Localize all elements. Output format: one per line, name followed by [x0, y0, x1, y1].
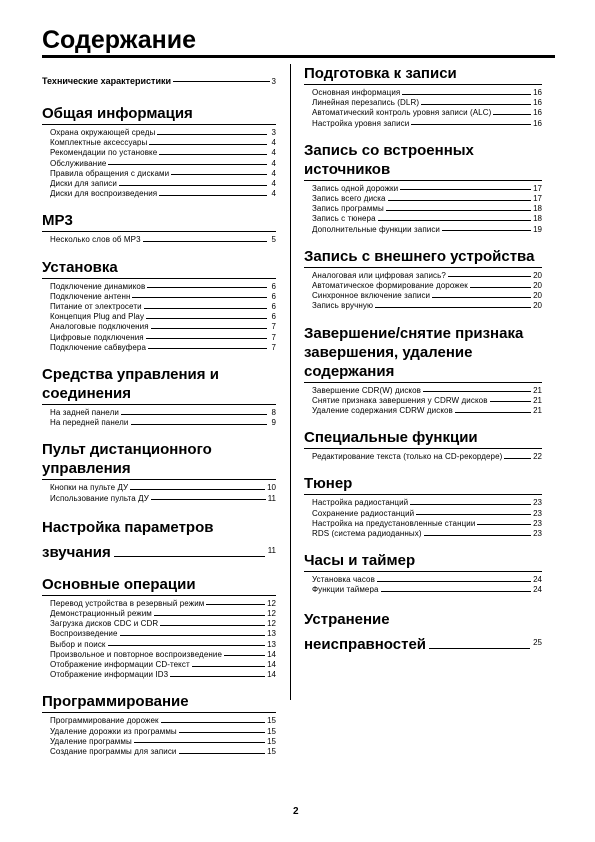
toc-entry[interactable] — [312, 386, 542, 396]
toc-entry-page: 4 — [271, 158, 276, 168]
dot-leader — [416, 514, 531, 515]
toc-entry[interactable] — [312, 225, 542, 235]
toc-entry[interactable] — [312, 291, 542, 301]
toc-entry[interactable] — [312, 271, 542, 281]
toc-entry-label: Демонстрационный режим — [50, 609, 152, 619]
toc-section-title-line2[interactable] — [304, 633, 542, 655]
toc-entry[interactable] — [50, 737, 276, 747]
toc-entry[interactable] — [312, 519, 542, 529]
dot-leader — [400, 189, 531, 190]
toc-entry[interactable] — [312, 301, 542, 311]
dot-leader — [423, 391, 531, 392]
toc-entry-label: Обслуживание — [50, 158, 107, 168]
toc-entry[interactable] — [312, 98, 542, 108]
toc-entry[interactable] — [50, 747, 276, 757]
toc-item-list — [42, 282, 276, 353]
toc-entry-page: 15 — [267, 747, 276, 757]
toc-entry-page: 6 — [271, 302, 276, 312]
dot-leader — [224, 655, 265, 656]
toc-section-title[interactable]: Часы и таймер — [304, 547, 542, 572]
toc-entry-page: 16 — [533, 118, 542, 128]
toc-entry-page: 5 — [271, 235, 276, 245]
toc-entry-label: Настройка на предустановленные станции — [312, 518, 476, 528]
toc-entry[interactable] — [312, 108, 542, 118]
toc-entry-page: 16 — [533, 88, 542, 97]
toc-entry-label: Аналоговая или цифровая запись? — [312, 270, 446, 280]
toc-entry-page: 16 — [533, 108, 542, 118]
toc-entry[interactable] — [50, 727, 276, 737]
toc-entry[interactable] — [312, 498, 542, 508]
toc-entry[interactable] — [312, 88, 542, 98]
toc-entry[interactable] — [312, 396, 542, 406]
dot-leader — [470, 287, 531, 288]
dot-leader — [121, 414, 267, 415]
toc-item-list — [42, 128, 276, 199]
toc-entry-label: Несколько слов об MP3 — [50, 235, 141, 245]
dot-leader — [148, 348, 267, 349]
toc-entry-label: Отображение информации CD-текст — [50, 660, 190, 670]
toc-entry-page: 21 — [533, 385, 542, 395]
toc-section — [42, 688, 276, 757]
toc-section — [304, 64, 542, 129]
toc-entry[interactable] — [312, 204, 542, 214]
dot-leader — [151, 328, 267, 329]
toc-entry-label: Выбор и поиск — [50, 639, 106, 649]
toc-item-list — [42, 599, 276, 681]
toc-entry-page: 14 — [267, 649, 276, 659]
dot-leader — [149, 144, 267, 145]
toc-entry-label: Аналоговые подключения — [50, 322, 149, 332]
dot-leader — [161, 722, 265, 723]
toc-entry-page: 23 — [533, 508, 542, 518]
toc-entry[interactable] — [312, 281, 542, 291]
dot-leader — [421, 104, 531, 105]
toc-entry-label: Диски для воспроизведения — [50, 189, 158, 199]
toc-entry-page: 13 — [267, 639, 276, 649]
toc-entry[interactable] — [312, 119, 542, 129]
toc-entry-page: 24 — [533, 575, 542, 585]
dot-leader — [119, 185, 267, 186]
toc-section — [42, 100, 276, 199]
toc-entry[interactable] — [50, 333, 276, 343]
toc-entry-page: 3 — [271, 128, 276, 137]
toc-section — [304, 470, 542, 539]
toc-entry-page: 10 — [267, 483, 276, 493]
toc-entry-page: 13 — [267, 629, 276, 639]
toc-entry-label: Комплектные аксессуары — [50, 138, 148, 148]
toc-entry-label: Настройка радиостанций — [312, 498, 409, 508]
dot-leader — [402, 94, 531, 95]
toc-entry-page: 16 — [533, 98, 542, 108]
page-title: Содержание — [42, 26, 197, 54]
dot-leader — [381, 591, 532, 592]
toc-entry-label: Основная информация — [312, 88, 401, 97]
toc-entry[interactable] — [50, 322, 276, 332]
column-divider — [290, 64, 291, 700]
toc-entry-label: Воспроизведение — [50, 629, 118, 639]
dot-leader — [490, 401, 532, 402]
dot-leader — [179, 732, 265, 733]
toc-entry-label: Произвольное и повторное воспроизведение — [50, 649, 223, 659]
toc-entry-page: 19 — [533, 224, 542, 234]
toc-section — [42, 571, 276, 681]
toc-item-list — [42, 483, 276, 503]
toc-right-column — [304, 64, 542, 663]
dot-leader — [157, 134, 267, 135]
toc-section-title[interactable]: MP3 — [42, 207, 276, 232]
section-title-text: звучания — [42, 543, 111, 561]
toc-entry[interactable] — [50, 483, 276, 493]
toc-entry-label: Создание программы для записи — [50, 747, 177, 757]
toc-entry-page: 14 — [267, 660, 276, 670]
toc-entry-label: Диски для записи — [50, 179, 117, 189]
section-title-text: Технические характеристики — [42, 76, 172, 86]
toc-entry-label: Цифровые подключения — [50, 332, 144, 342]
toc-entry-page: 21 — [533, 395, 542, 405]
toc-entry-label: Удаление программы — [50, 736, 132, 746]
toc-section-title[interactable]: Устранение — [304, 610, 390, 628]
toc-item-list — [42, 716, 276, 757]
dot-leader — [377, 581, 531, 582]
dot-leader — [442, 230, 531, 231]
toc-entry-page: 20 — [533, 270, 542, 280]
dot-leader — [108, 164, 267, 165]
dot-leader — [108, 645, 266, 646]
toc-section — [42, 436, 276, 503]
toc-entry[interactable] — [50, 138, 276, 148]
dot-leader — [151, 499, 266, 500]
section-page-number: 25 — [533, 637, 542, 647]
dot-leader — [146, 318, 267, 319]
toc-entry-label: Отображение информации ID3 — [50, 670, 169, 680]
dot-leader — [504, 458, 531, 459]
toc-entry[interactable] — [50, 128, 276, 138]
toc-entry-page: 11 — [267, 493, 276, 503]
toc-section-title[interactable]: Завершение/снятие признака завершения, удаление содержания — [304, 320, 542, 383]
toc-entry-page: 23 — [533, 529, 542, 539]
toc-entry-page: 15 — [267, 726, 276, 736]
page-number: 2 — [293, 806, 299, 817]
toc-entry-page: 6 — [271, 312, 276, 322]
toc-entry[interactable] — [50, 292, 276, 302]
toc-entry[interactable] — [50, 599, 276, 609]
toc-section — [304, 547, 542, 595]
toc-entry[interactable] — [312, 194, 542, 204]
toc-entry[interactable] — [50, 302, 276, 312]
toc-entry[interactable] — [50, 650, 276, 660]
dot-leader — [146, 338, 267, 339]
toc-entry[interactable] — [50, 640, 276, 650]
toc-section-title[interactable]: Программирование — [42, 688, 276, 713]
dot-leader — [375, 307, 531, 308]
dot-leader — [493, 114, 531, 115]
toc-entry[interactable] — [50, 629, 276, 639]
toc-section — [42, 207, 276, 245]
toc-item-list — [304, 184, 542, 235]
toc-entry-page: 7 — [271, 342, 276, 352]
toc-entry[interactable] — [50, 235, 276, 245]
toc-entry-page: 4 — [271, 168, 276, 178]
toc-entry-page: 22 — [533, 452, 542, 462]
toc-entry[interactable] — [50, 169, 276, 179]
toc-entry[interactable] — [50, 312, 276, 322]
toc-section-title[interactable]: Подготовка к записи — [304, 64, 542, 85]
toc-entry-page: 18 — [533, 214, 542, 224]
toc-entry-page: 8 — [271, 408, 276, 418]
dot-leader — [171, 174, 267, 175]
dot-leader — [424, 535, 531, 536]
dot-leader — [455, 412, 531, 413]
dot-leader — [147, 287, 267, 288]
toc-entry[interactable] — [50, 670, 276, 680]
toc-entry-label: Программирование дорожек — [50, 716, 159, 726]
dot-leader — [160, 625, 265, 626]
dot-leader — [130, 489, 265, 490]
toc-entry[interactable] — [50, 343, 276, 353]
toc-entry-label: Завершение CDR(W) дисков — [312, 385, 422, 395]
toc-section-title[interactable]: Запись с внешнего устройства — [304, 243, 542, 268]
toc-entry[interactable] — [312, 214, 542, 224]
toc-entry-label: Питание от электросети — [50, 302, 142, 312]
toc-entry-page: 20 — [533, 291, 542, 301]
toc-entry-page: 15 — [267, 736, 276, 746]
toc-entry-label: Подключение антенн — [50, 291, 131, 301]
toc-entry-label: Запись программы — [312, 204, 384, 214]
toc-entry[interactable] — [312, 452, 542, 462]
toc-entry[interactable] — [50, 159, 276, 169]
toc-entry-label: Функции таймера — [312, 585, 379, 595]
toc-section-title[interactable]: Основные операции — [42, 571, 276, 596]
dot-leader — [159, 154, 267, 155]
toc-entry-label: Настройка уровня записи — [312, 118, 410, 128]
toc-entry-label: Запись всего диска — [312, 194, 386, 204]
toc-section-title[interactable] — [42, 72, 276, 92]
toc-entry-label: Установка часов — [312, 575, 375, 585]
toc-entry-label: Загрузка дисков CDC и CDR — [50, 619, 159, 629]
toc-item-list — [42, 235, 276, 245]
toc-entry-label: Охрана окружающей среды — [50, 128, 156, 137]
toc-section-title[interactable]: Тюнер — [304, 470, 542, 495]
toc-entry-label: Запись с тюнера — [312, 214, 376, 224]
toc-entry[interactable] — [312, 406, 542, 416]
toc-entry-page: 17 — [533, 194, 542, 204]
toc-entry-page: 20 — [533, 301, 542, 311]
toc-section — [42, 72, 276, 92]
toc-section-title[interactable]: Средства управления и соединения — [42, 361, 276, 405]
toc-entry-label: Сохранение радиостанций — [312, 508, 415, 518]
toc-entry-page: 17 — [533, 183, 542, 193]
toc-entry-page: 6 — [271, 281, 276, 291]
toc-entry[interactable] — [50, 609, 276, 619]
toc-item-list — [304, 498, 542, 539]
toc-section-title[interactable]: Специальные функции — [304, 424, 542, 449]
section-page-number: 3 — [271, 77, 276, 86]
toc-entry-label: Синхронное включение записи — [312, 291, 431, 301]
dot-leader — [179, 753, 266, 754]
dot-leader — [173, 81, 270, 82]
toc-section — [42, 361, 276, 428]
toc-item-list — [304, 88, 542, 129]
section-page-number: 11 — [267, 545, 276, 555]
toc-entry[interactable] — [50, 148, 276, 158]
toc-entry-page: 4 — [271, 138, 276, 148]
dot-leader — [448, 276, 531, 277]
toc-entry-label: Подключение сабвуфера — [50, 342, 146, 352]
toc-entry[interactable] — [50, 179, 276, 189]
toc-entry-page: 12 — [267, 619, 276, 629]
toc-entry[interactable] — [312, 585, 542, 595]
toc-entry[interactable] — [312, 184, 542, 194]
dot-leader — [134, 742, 265, 743]
toc-entry-page: 24 — [533, 585, 542, 595]
dot-leader — [159, 195, 267, 196]
toc-entry-page: 4 — [271, 179, 276, 189]
toc-entry[interactable] — [50, 660, 276, 670]
toc-section — [304, 424, 542, 462]
toc-section — [42, 254, 276, 353]
toc-entry-page: 7 — [271, 332, 276, 342]
toc-entry[interactable] — [50, 282, 276, 292]
toc-entry-label: Автоматический контроль уровня записи (ALC) — [312, 108, 492, 118]
dot-leader — [432, 297, 531, 298]
toc-item-list — [304, 386, 542, 417]
toc-section-title[interactable]: Настройка параметров — [42, 518, 214, 536]
toc-entry-label: Правила обращения с дисками — [50, 168, 170, 178]
toc-entry-page: 4 — [271, 189, 276, 199]
toc-entry-label: Рекомендации по установке — [50, 148, 158, 158]
toc-entry-page: 7 — [271, 322, 276, 332]
toc-item-list — [304, 575, 542, 595]
dot-leader — [378, 220, 531, 221]
toc-entry[interactable] — [50, 494, 276, 504]
toc-entry-page: 12 — [267, 609, 276, 619]
dot-leader — [114, 556, 265, 557]
toc-entry[interactable] — [50, 619, 276, 629]
toc-entry-label: Подключение динамиков — [50, 281, 146, 291]
toc-entry-page: 12 — [267, 598, 276, 608]
toc-entry-page: 23 — [533, 498, 542, 508]
section-title-text: неисправностей — [304, 635, 427, 653]
toc-entry-label: Удаление дорожки из программы — [50, 726, 177, 736]
toc-section — [304, 604, 542, 655]
dot-leader — [132, 297, 267, 298]
toc-entry-label: На задней панели — [50, 408, 119, 418]
dot-leader — [154, 615, 265, 616]
toc-section — [42, 512, 276, 563]
toc-entry[interactable] — [50, 418, 276, 428]
toc-entry-page: 9 — [271, 418, 276, 428]
toc-entry-page: 4 — [271, 148, 276, 158]
title-rule — [42, 55, 555, 58]
toc-section — [304, 137, 542, 235]
toc-entry-page: 20 — [533, 281, 542, 291]
toc-entry-label: Кнопки на пульте ДУ — [50, 483, 129, 493]
toc-entry-label: Использование пульта ДУ — [50, 493, 149, 503]
toc-entry-label: На передней панели — [50, 418, 129, 428]
toc-entry-label: Линейная перезапись (DLR) — [312, 98, 420, 108]
dot-leader — [143, 241, 267, 242]
toc-section-title[interactable]: Установка — [42, 254, 276, 279]
toc-item-list — [42, 408, 276, 428]
toc-item-list — [304, 271, 542, 312]
dot-leader — [477, 524, 531, 525]
toc-entry-label: Дополнительные функции записи — [312, 224, 440, 234]
toc-entry-label: Автоматическое формирование дорожек — [312, 281, 468, 291]
dot-leader — [206, 604, 265, 605]
dot-leader — [388, 200, 532, 201]
toc-entry[interactable] — [50, 189, 276, 199]
toc-section-title-line2[interactable] — [42, 541, 276, 563]
toc-entry-page: 23 — [533, 518, 542, 528]
toc-entry-label: RDS (система радиоданных) — [312, 529, 422, 539]
toc-entry-label: Перевод устройства в резервный режим — [50, 598, 205, 608]
dot-leader — [192, 666, 265, 667]
dot-leader — [429, 648, 530, 649]
toc-entry-page: 6 — [271, 291, 276, 301]
toc-entry-page: 14 — [267, 670, 276, 680]
dot-leader — [144, 308, 267, 309]
toc-entry[interactable] — [50, 716, 276, 726]
toc-entry-label: Запись одной дорожки — [312, 183, 399, 193]
toc-item-list — [304, 452, 542, 462]
dot-leader — [120, 635, 266, 636]
toc-entry-page: 21 — [533, 406, 542, 416]
toc-section — [304, 320, 542, 417]
dot-leader — [131, 424, 268, 425]
toc-section — [304, 243, 542, 312]
toc-entry-page: 15 — [267, 716, 276, 726]
dot-leader — [170, 676, 265, 677]
toc-section-title[interactable]: Общая информация — [42, 100, 276, 125]
toc-entry[interactable] — [50, 408, 276, 418]
toc-section-title[interactable]: Пульт дистанционного управления — [42, 436, 276, 480]
dot-leader — [411, 124, 531, 125]
toc-entry[interactable] — [312, 529, 542, 539]
dot-leader — [410, 504, 531, 505]
toc-entry[interactable] — [312, 575, 542, 585]
toc-entry-page: 18 — [533, 204, 542, 214]
dot-leader — [386, 210, 531, 211]
toc-entry-label: Редактирование текста (только на CD-рекордере) — [312, 452, 503, 462]
toc-entry[interactable] — [312, 509, 542, 519]
toc-entry-label: Удаление содержания CDRW дисков — [312, 406, 453, 416]
toc-section-title[interactable]: Запись со встроенных источников — [304, 137, 542, 181]
toc-entry-label: Снятие признака завершения у CDRW дисков — [312, 395, 488, 405]
toc-left-column — [42, 64, 276, 765]
toc-entry-label: Запись вручную — [312, 301, 374, 311]
toc-entry-label: Концепция Plug and Play — [50, 312, 145, 322]
